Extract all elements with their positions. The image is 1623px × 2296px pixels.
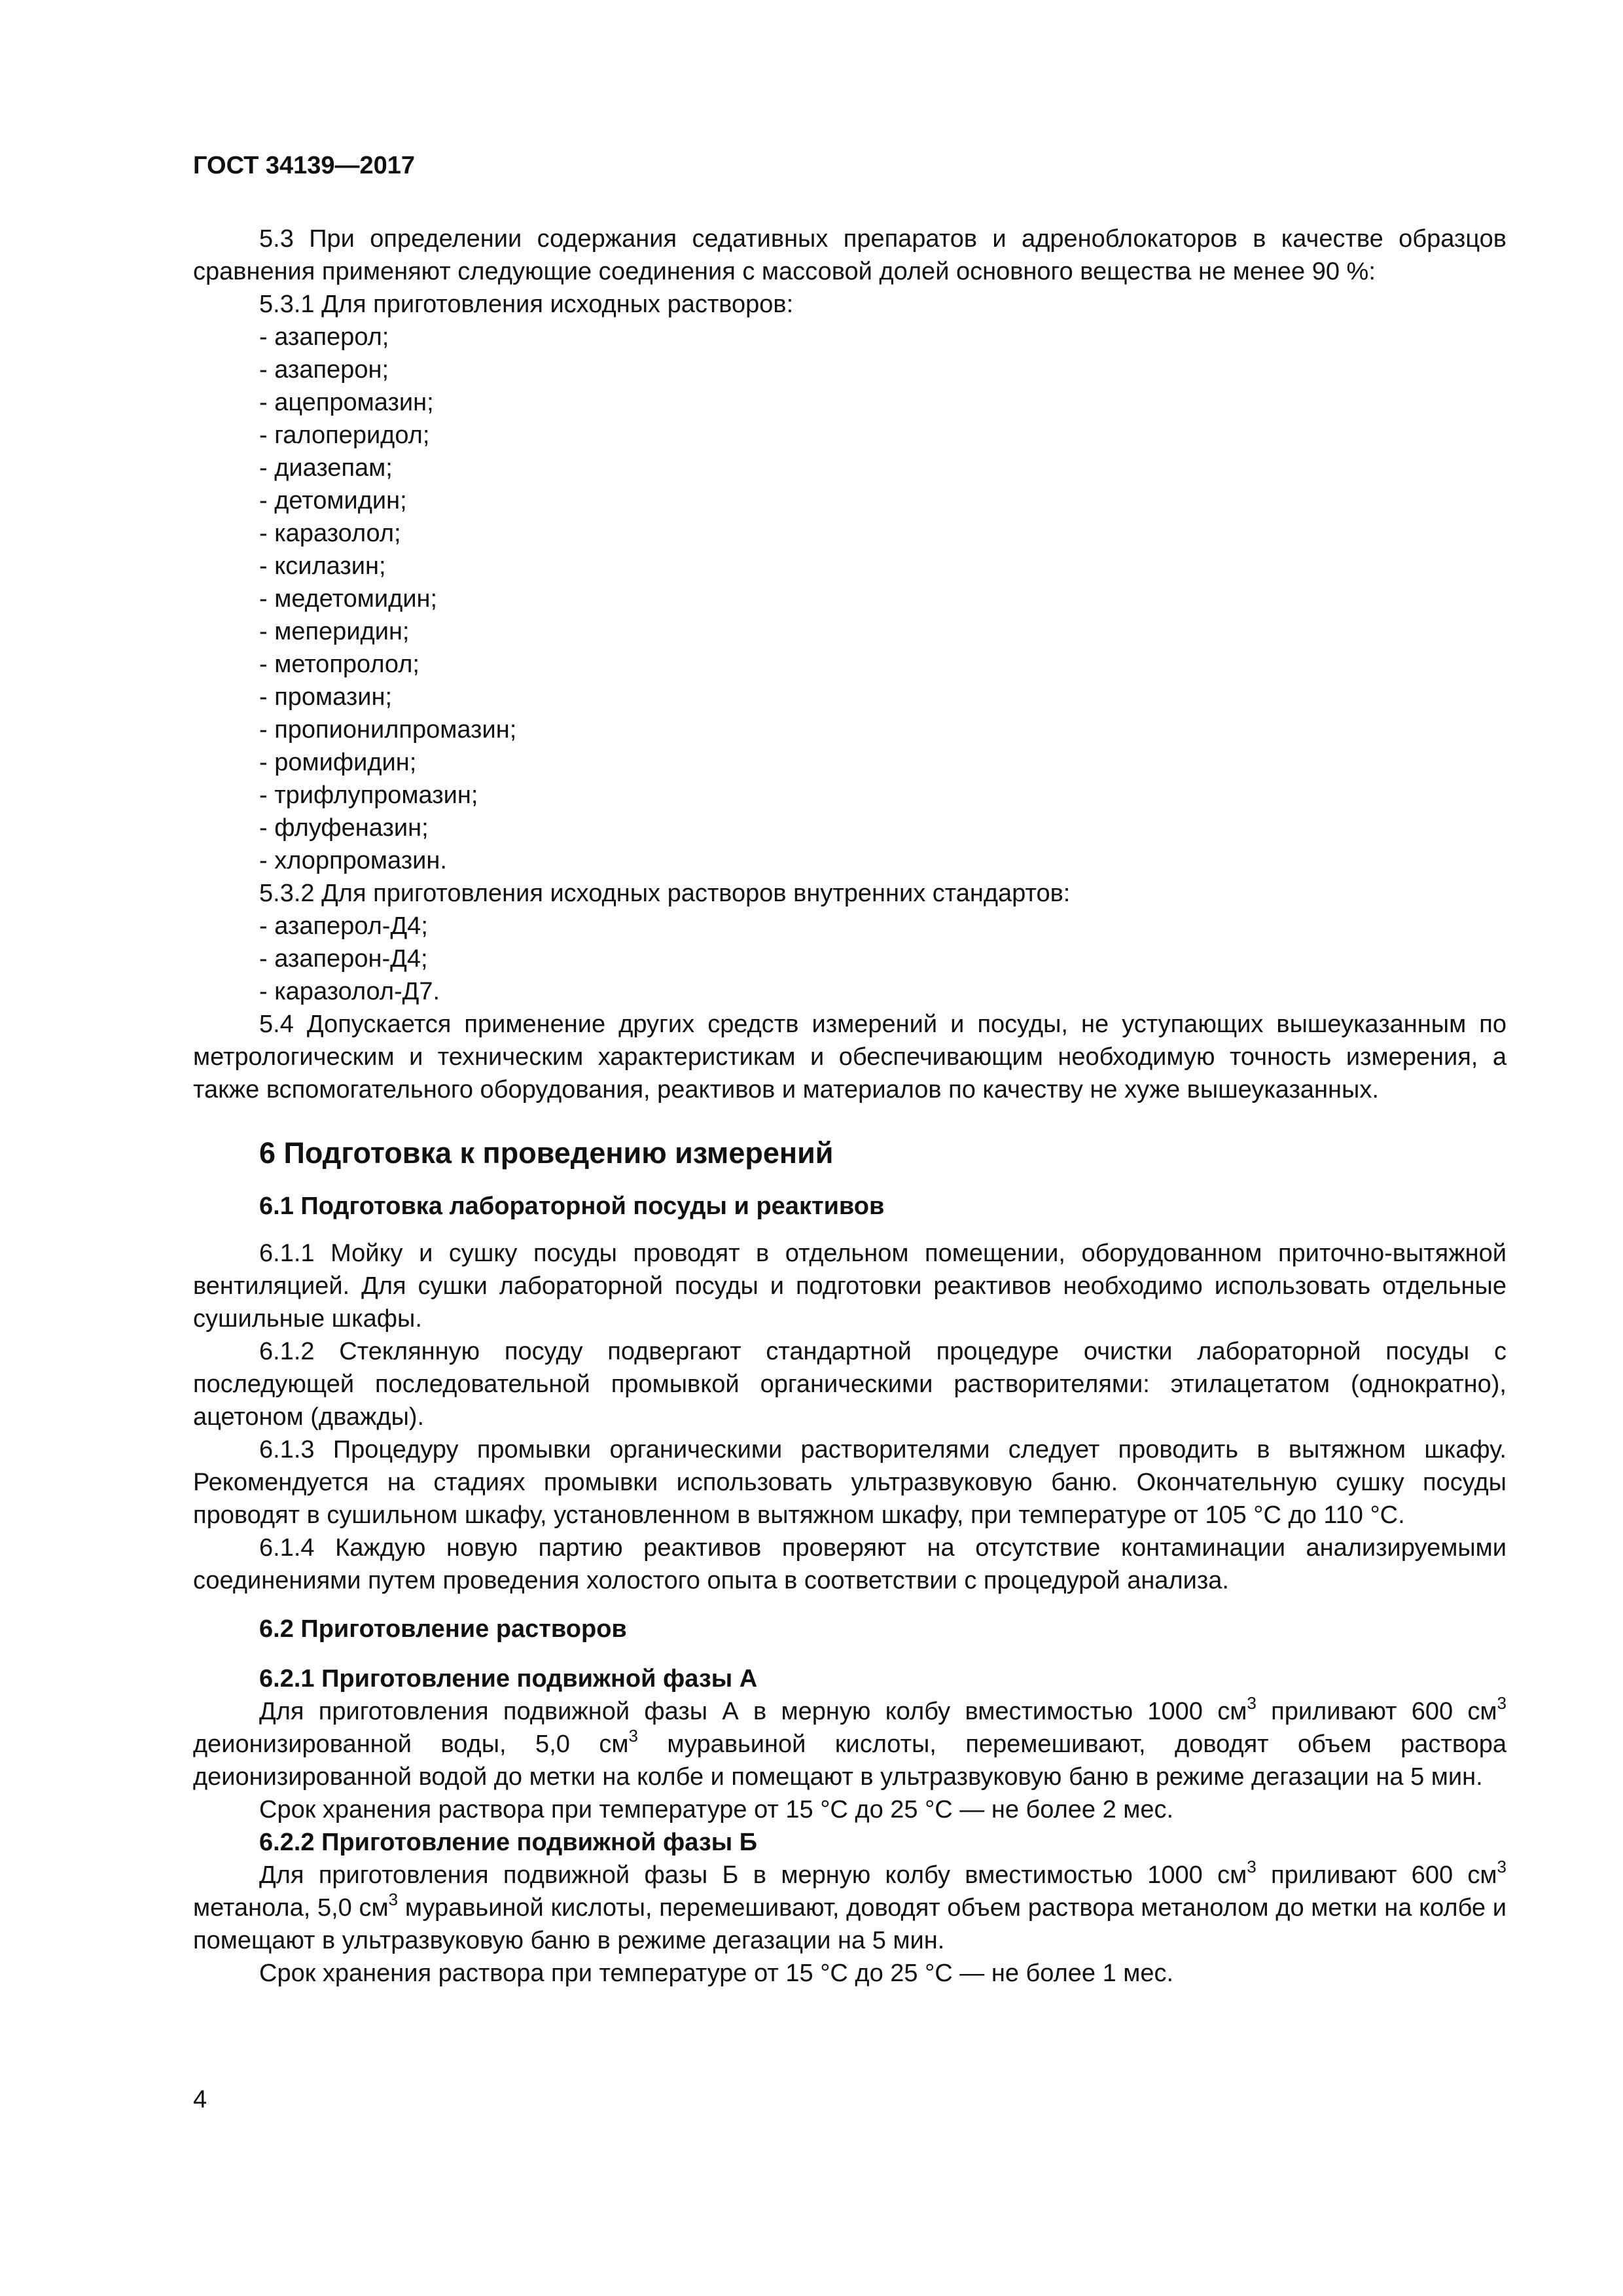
section-heading-6: 6 Подготовка к проведению измерений bbox=[259, 1136, 834, 1170]
list-item: - медетомидин; bbox=[259, 585, 438, 613]
superscript: 3 bbox=[1247, 1857, 1257, 1876]
paragraph-6-1-2: 6.1.2 Стеклянную посуду подвергают стандартной процедуре очистки лабораторной посуды с последующей последовательной промывкой органическими растворителями: этилацетатом (однократно), ацетоном (дважды). bbox=[193, 1338, 1507, 1431]
superscript: 3 bbox=[1247, 1693, 1257, 1713]
text-fragment: муравьиной кислоты, перемешивают, доводят объем раствора метанолом до метки на колбе и помещают в ультразвуковую баню в режиме дегазации на 5 мин. bbox=[193, 1894, 1507, 1954]
list-item: - промазин; bbox=[259, 683, 393, 711]
paragraph-6-2-2-preparation bbox=[193, 1859, 1507, 1957]
paragraph-6-1-1: 6.1.1 Мойку и сушку посуды проводят в отдельном помещении, оборудованном приточно-вытяжной вентиляцией. Для сушки лабораторной посуды и подготовки реактивов необходимо использовать отдельные сушильные шкафы. bbox=[193, 1240, 1507, 1333]
superscript: 3 bbox=[628, 1726, 638, 1746]
superscript: 3 bbox=[1497, 1693, 1507, 1713]
paragraph-6-2-1-preparation bbox=[193, 1695, 1507, 1793]
text-fragment: Для приготовления подвижной фазы А в мерную колбу вместимостью 1000 см bbox=[259, 1698, 1247, 1725]
paragraph-5-4: 5.4 Допускается применение других средств измерений и посуды, не уступающих вышеуказанным по метрологическим и техническим характеристикам и обеспечивающим необходимую точность измерения, а также вспомогательного оборудования, реактивов и материалов по качеству не хуже вышеуказанных. bbox=[193, 1011, 1507, 1103]
paragraph-6-1-3: 6.1.3 Процедуру промывки органическими растворителями следует проводить в вытяжном шкафу. Рекомендуется на стадиях промывки использовать ультразвуковую баню. Окончательную сушку посуды проводят в сушильном шкафу, установленном в вытяжном шкафу, при температуре от 105 °С до 110 °С. bbox=[193, 1436, 1507, 1529]
list-item: - трифлупромазин; bbox=[259, 781, 478, 809]
text-fragment: метанола, 5,0 см bbox=[193, 1894, 389, 1922]
subsection-heading-6-2: 6.2 Приготовление растворов bbox=[259, 1615, 627, 1643]
text-fragment: деионизированной воды, 5,0 см bbox=[193, 1731, 629, 1758]
list-item: - пропионилпромазин; bbox=[259, 716, 517, 744]
list-item: - каразолол; bbox=[259, 520, 401, 547]
reference-list-1 bbox=[193, 321, 1507, 877]
text-fragment: Для приготовления подвижной фазы Б в мерную колбу вместимостью 1000 см bbox=[259, 1861, 1247, 1889]
page-number: 4 bbox=[193, 2086, 207, 2113]
reference-list-2 bbox=[193, 910, 1507, 1008]
paragraph-5-3-1: 5.3.1 Для приготовления исходных растворов: bbox=[259, 291, 794, 318]
document-body bbox=[193, 223, 1507, 1990]
superscript: 3 bbox=[388, 1890, 399, 1909]
list-item: - ромифидин; bbox=[259, 749, 417, 776]
list-item: - галоперидол; bbox=[259, 422, 430, 449]
list-item: - хлорпромазин. bbox=[259, 847, 447, 874]
list-item: - азаперол-Д4; bbox=[259, 912, 428, 940]
list-item: - метопролол; bbox=[259, 651, 419, 678]
paragraph-6-2-1-storage: Срок хранения раствора при температуре от 15 °С до 25 °С — не более 2 мес. bbox=[259, 1796, 1174, 1823]
paragraph-5-3: 5.3 При определении содержания седативных препаратов и адреноблокаторов в качестве образцов сравнения применяют следующие соединения с массовой долей основного вещества не менее 90 %: bbox=[193, 225, 1507, 285]
paragraph-6-1-4: 6.1.4 Каждую новую партию реактивов проверяют на отсутствие контаминации анализируемыми соединениями путем проведения холостого опыта в соответствии с процедурой анализа. bbox=[193, 1534, 1507, 1594]
list-item: - каразолол-Д7. bbox=[259, 978, 440, 1005]
list-item: - флуфеназин; bbox=[259, 814, 429, 842]
paragraph-5-3-2: 5.3.2 Для приготовления исходных растворов внутренних стандартов: bbox=[259, 880, 1071, 907]
list-item: - меперидин; bbox=[259, 618, 410, 645]
text-fragment: приливают 600 см bbox=[1256, 1698, 1497, 1725]
list-item: - азаперол; bbox=[259, 323, 389, 351]
paragraph-6-2-2-storage: Срок хранения раствора при температуре от 15 °С до 25 °С — не более 1 мес. bbox=[259, 1960, 1174, 1987]
list-item: - ксилазин; bbox=[259, 552, 386, 580]
standard-header: ГОСТ 34139—2017 bbox=[193, 152, 416, 179]
text-fragment: приливают 600 см bbox=[1256, 1861, 1497, 1889]
text-fragment: муравьиной кислоты, перемешивают, доводят объем раствора деионизированной водой до метки на колбе и помещают в ультразвуковую баню в режиме дегазации на 5 мин. bbox=[193, 1731, 1507, 1791]
subsection-heading-6-1: 6.1 Подготовка лабораторной посуды и реактивов bbox=[259, 1193, 885, 1220]
list-item: - диазепам; bbox=[259, 454, 393, 482]
list-item: - ацепромазин; bbox=[259, 389, 434, 416]
list-item: - азаперон-Д4; bbox=[259, 945, 428, 973]
list-item: - азаперон; bbox=[259, 356, 389, 384]
heading-6-2-1: 6.2.1 Приготовление подвижной фазы А bbox=[259, 1665, 758, 1693]
superscript: 3 bbox=[1497, 1857, 1507, 1876]
list-item: - детомидин; bbox=[259, 487, 407, 514]
heading-6-2-2: 6.2.2 Приготовление подвижной фазы Б bbox=[259, 1829, 758, 1856]
